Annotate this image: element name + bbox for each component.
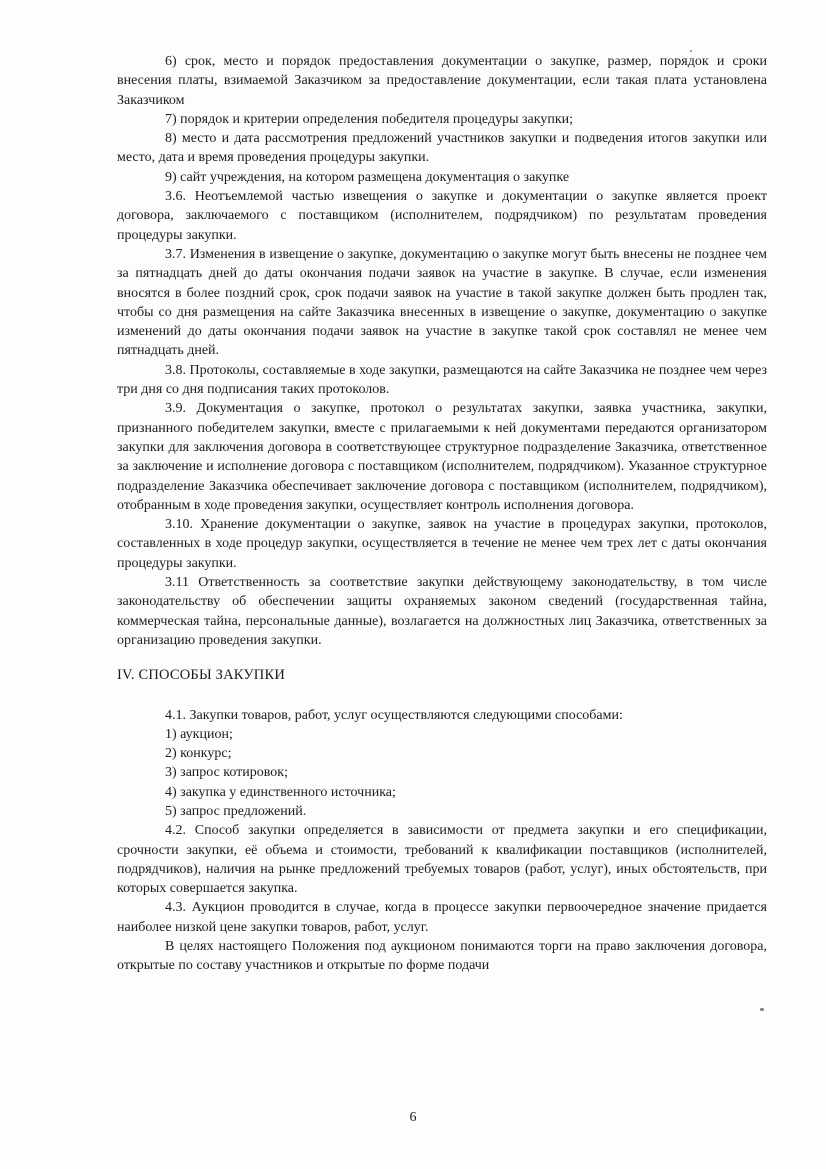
list-item: 2) конкурс; <box>165 746 232 762</box>
paragraph: 6) срок, место и порядок предоставления документации о закупке, размер, порядок и сроки внесения платы, взимаемой Заказчиком за предоставление документации, если такая плата установлена Заказчиком <box>117 54 767 108</box>
paragraph: В целях настоящего Положения под аукционом понимаются торги на право заключения договора, открытые по составу участников и открытые по форме подачи <box>117 939 767 974</box>
list-item: 4) закупка у единственного источника; <box>165 784 396 800</box>
paragraph: 4.3. Аукцион проводится в случае, когда в процессе закупки первоочередное значение придается наиболее низкой цене закупки товаров, работ, услуг. <box>117 900 767 935</box>
page-number: 6 <box>409 1110 417 1125</box>
paragraph: 3.6. Неотъемлемой частью извещения о закупке и документации о закупке является проект договора, заключаемого с поставщиком (исполнителем, подрядчиком) по результатам проведения процедуры закупки. <box>117 189 767 243</box>
list-item: 5) запрос предложений. <box>165 803 307 819</box>
scan-speck <box>760 1008 764 1011</box>
document-body <box>117 52 767 976</box>
list-item: 3) запрос котировок; <box>165 765 288 781</box>
paragraph: 3.7. Изменения в извещение о закупке, документацию о закупке могут быть внесены не позднее чем за пятнадцать дней до даты окончания подачи заявок на участие в закупке. В случае, если изменения вносятся в более поздний срок, срок подачи заявок на участие в такой закупке должен быть продлен так, чтобы со дня размещения на сайте Заказчика внесенных в извещение о закупке, документацию о закупке изменений до даты окончания подачи заявок на участие в закупке такой срок составлял не менее чем пятнадцать дней. <box>117 246 767 359</box>
paragraph: 3.9. Документация о закупке, протокол о результатах закупки, заявка участника, закупки, признанного победителем закупки, вместе с прилагаемыми к ней документами передаются организатором закупки для заключения договора в соответствующее структурное подразделение Заказчика, ответственное за заключение и исполнение договора с поставщиком (исполнителем, подрядчиком). Указанное структурное подразделение Заказчика обеспечивает заключение договора с поставщиком (исполнителем, подрядчиком), отобранным в ходе проведения закупки, осуществляет контроль исполнения договора. <box>117 401 767 513</box>
paragraph: 8) место и дата рассмотрения предложений участников закупки и подведения итогов закупки или место, дата и время проведения процедуры закупки. <box>117 131 767 166</box>
paragraph: 7) порядок и критерии определения победителя процедуры закупки; <box>165 111 574 127</box>
paragraph: 3.8. Протоколы, составляемые в ходе закупки, размещаются на сайте Заказчика не позднее чем через три дня со дня подписания таких протоколов. <box>117 362 768 398</box>
paragraph: 3.11 Ответственность за соответствие закупки действующему законодательству, в том числе законодательству об обеспечении защиты охраняемых законом сведений (государственная тайна, коммерческая тайна, персональные данные), возлагается на должностных лиц Заказчика, ответственных за организацию проведения закупки. <box>117 575 767 648</box>
paragraph: 4.2. Способ закупки определяется в зависимости от предмета закупки и его спецификации, срочности закупки, её объема и стоимости, требований к квалификации поставщиков (исполнителей, подрядчиков), наличия на рынке предложений требуемых товаров (работ, услуг), иных обстоятельств, при которых совершается закупка. <box>117 823 767 897</box>
section-title: IV. СПОСОБЫ ЗАКУПКИ <box>117 667 286 684</box>
paragraph: 4.1. Закупки товаров, работ, услуг осуществляются следующими способами: <box>165 707 623 723</box>
paragraph: 9) сайт учреждения, на котором размещена документация о закупке <box>165 169 570 185</box>
paragraph: 3.10. Хранение документации о закупке, заявок на участие в процедурах закупки, протоколов, составленных в ходе процедур закупки, осуществляется в течение не менее чем трех лет с даты окончания процедуры закупки. <box>117 517 767 571</box>
list-item: 1) аукцион; <box>165 726 233 742</box>
